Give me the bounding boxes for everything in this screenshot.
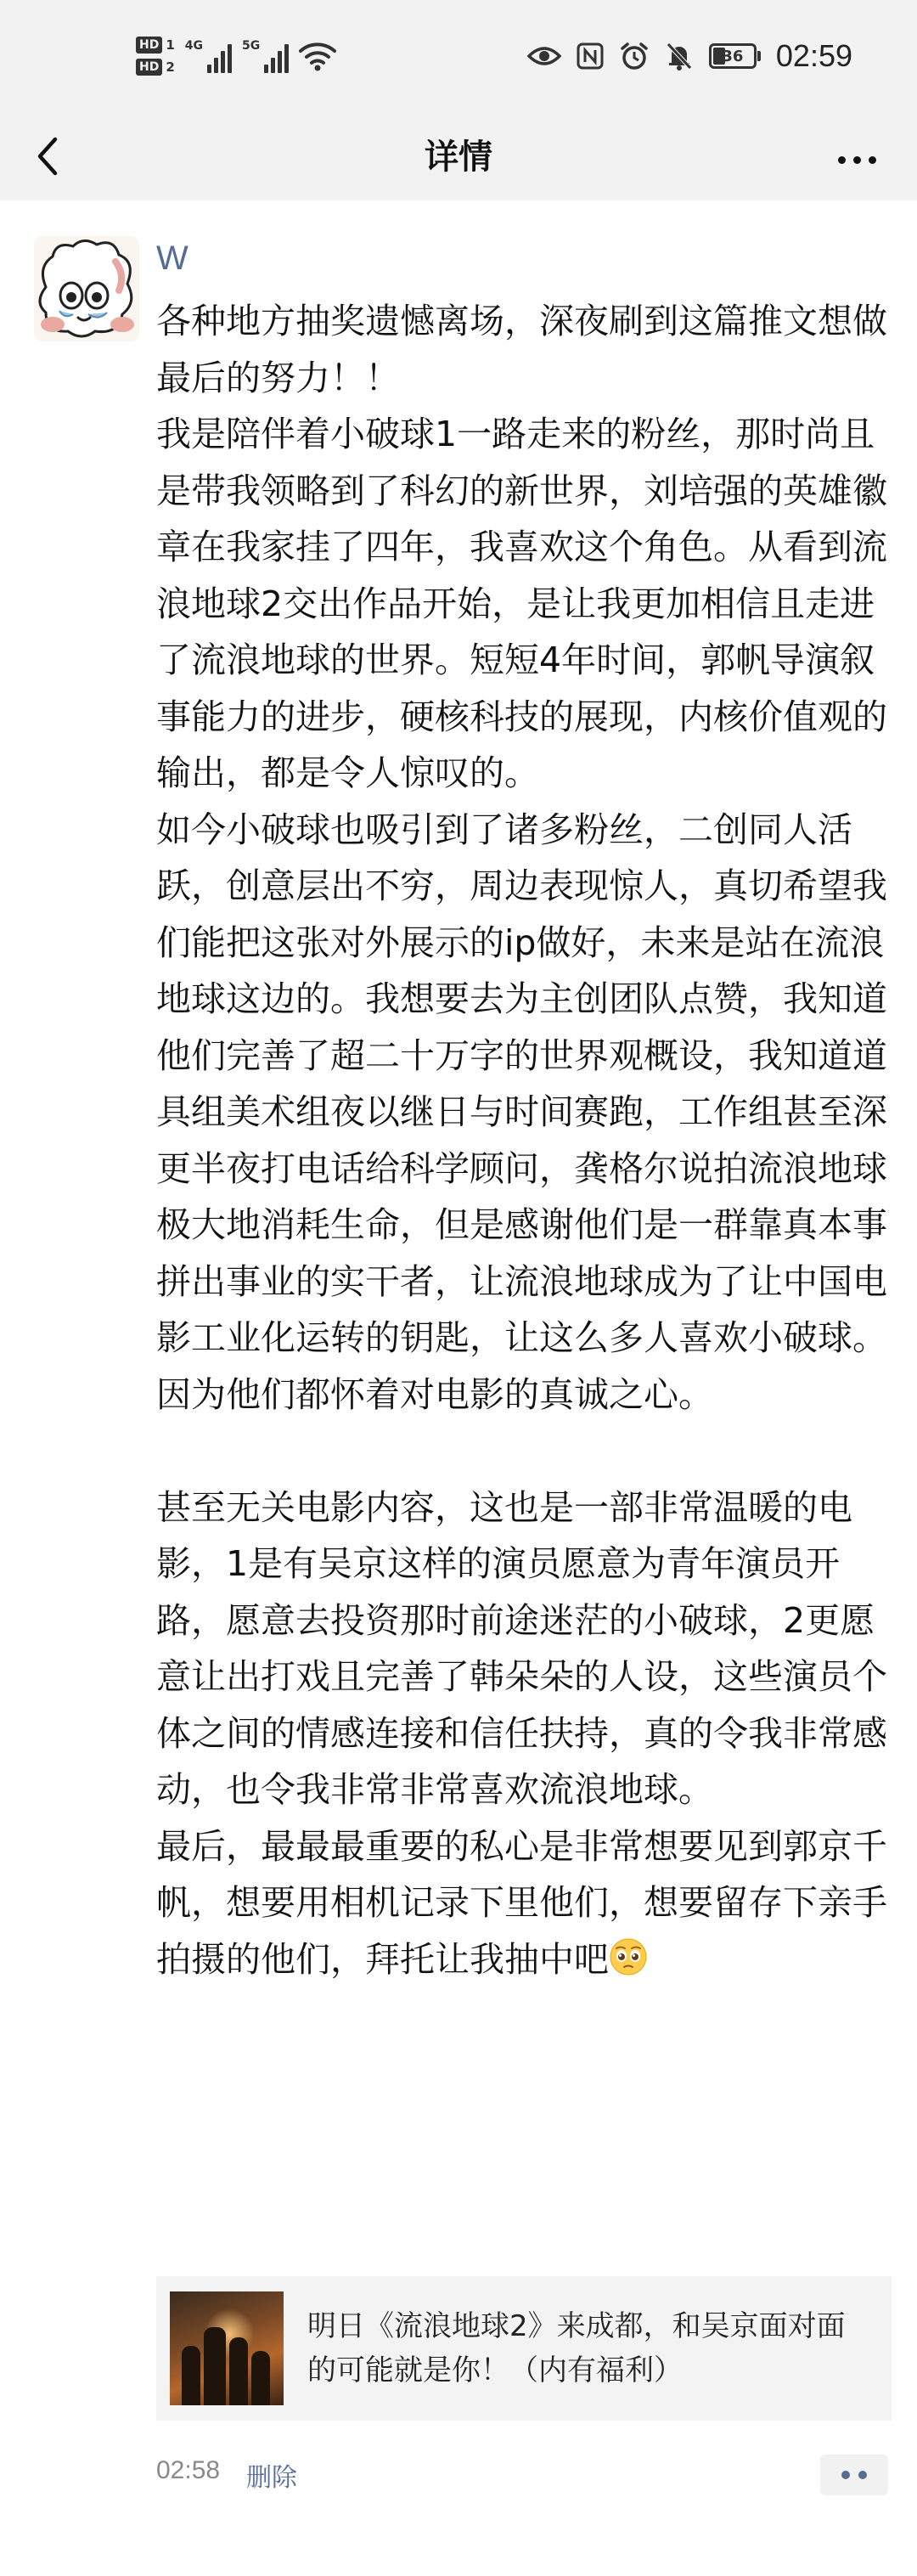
comment-like-button[interactable] [820, 2455, 888, 2495]
post-timestamp: 02:58 [156, 2456, 221, 2484]
nav-bar [0, 114, 917, 200]
hd-indicators [136, 37, 175, 76]
more-dot-icon [838, 156, 846, 164]
more-options-button[interactable] [827, 143, 886, 177]
signal-4g-icon: 4G [185, 39, 232, 73]
alarm-icon [619, 41, 650, 71]
article-thumbnail [170, 2291, 284, 2405]
status-left-group [136, 29, 336, 83]
status-bar [0, 0, 917, 114]
delete-button[interactable]: 删除 [246, 2463, 297, 2493]
battery-icon: 36 [709, 43, 761, 69]
mute-bell-icon [665, 41, 694, 71]
avatar-cartoon-icon [34, 236, 139, 341]
more-dot-icon [853, 156, 861, 164]
pleading-face-emoji-icon [609, 1937, 648, 1976]
post-text [156, 293, 895, 1987]
wifi-icon [299, 39, 336, 73]
article-title: 明日《流浪地球2》来成都，和吴京面对面的可能就是你！（内有福利） [307, 2309, 846, 2387]
status-right-group [527, 29, 852, 83]
hd2-indicator: HD 2 [136, 59, 175, 76]
post-username[interactable]: W [156, 240, 188, 277]
nfc-icon [577, 42, 604, 70]
status-clock: 02:59 [775, 38, 852, 73]
shared-article-card[interactable] [156, 2276, 892, 2421]
post-body: 各种地方抽奖遗憾离场，深夜刷到这篇推文想做最后的努力！！ 我是陪伴着小破球1一路走来的粉丝，那时尚且是带我领略到了科幻的新世界，刘培强的英雄徽章在我家挂了四年，我喜欢这个角色。从看到流浪地球2交出作品开始，是让我更加相信且走进了流浪地球的世界。短短4年时间，郭帆导演叙事能力的进步，硬核科技的展现，内核价值观的输出，都是令人惊叹的。 如今小破球也吸引到了诸多粉丝，二创同人活跃，创意层出不穷，周边表现惊人，真切希望我们能把这张对外展示的ip做好，未来是站在流浪地球这边的。我想要去为主创团队点赞，我知道他们完善了超二十万字的世界观概设，我知道道具组美术组夜以继日与时间赛跑，工作组甚至深更半夜打电话给科学顾问，龚格尔说拍流浪地球极大地消耗生命，但是感谢他们是一群靠真本事拼出事业的实干者，让流浪地球成为了让中国电影工业化运转的钥匙，让这么多人喜欢小破球。 因为他们都怀着对电影的真诚之心。 甚至无关电影内容，这也是一部非常温暖的电影，1是有吴京这样的演员愿意为青年演员开路，愿意去投资那时前途迷茫的小破球，2更愿意让出打戏且完善了韩朵朵的人设，这些演员个体之间的情感连接和信任扶持，真的令我非常感动，也令我非常非常喜欢流浪地球。 最后，最最最重要的私心是非常想要见到郭京千帆，想要用相机记录下里他们，想要留存下亲手拍摄的他们，拜托让我抽中吧 [156, 301, 887, 1980]
comment-dot-icon [841, 2471, 850, 2479]
signal-5g-icon: 5G [242, 39, 289, 73]
avatar[interactable] [34, 236, 139, 341]
more-dot-icon [869, 156, 876, 164]
hd1-indicator: HD 1 [136, 37, 175, 54]
page-title: 详情 [425, 138, 492, 177]
comment-dot-icon [858, 2471, 867, 2479]
eye-icon [527, 44, 561, 68]
